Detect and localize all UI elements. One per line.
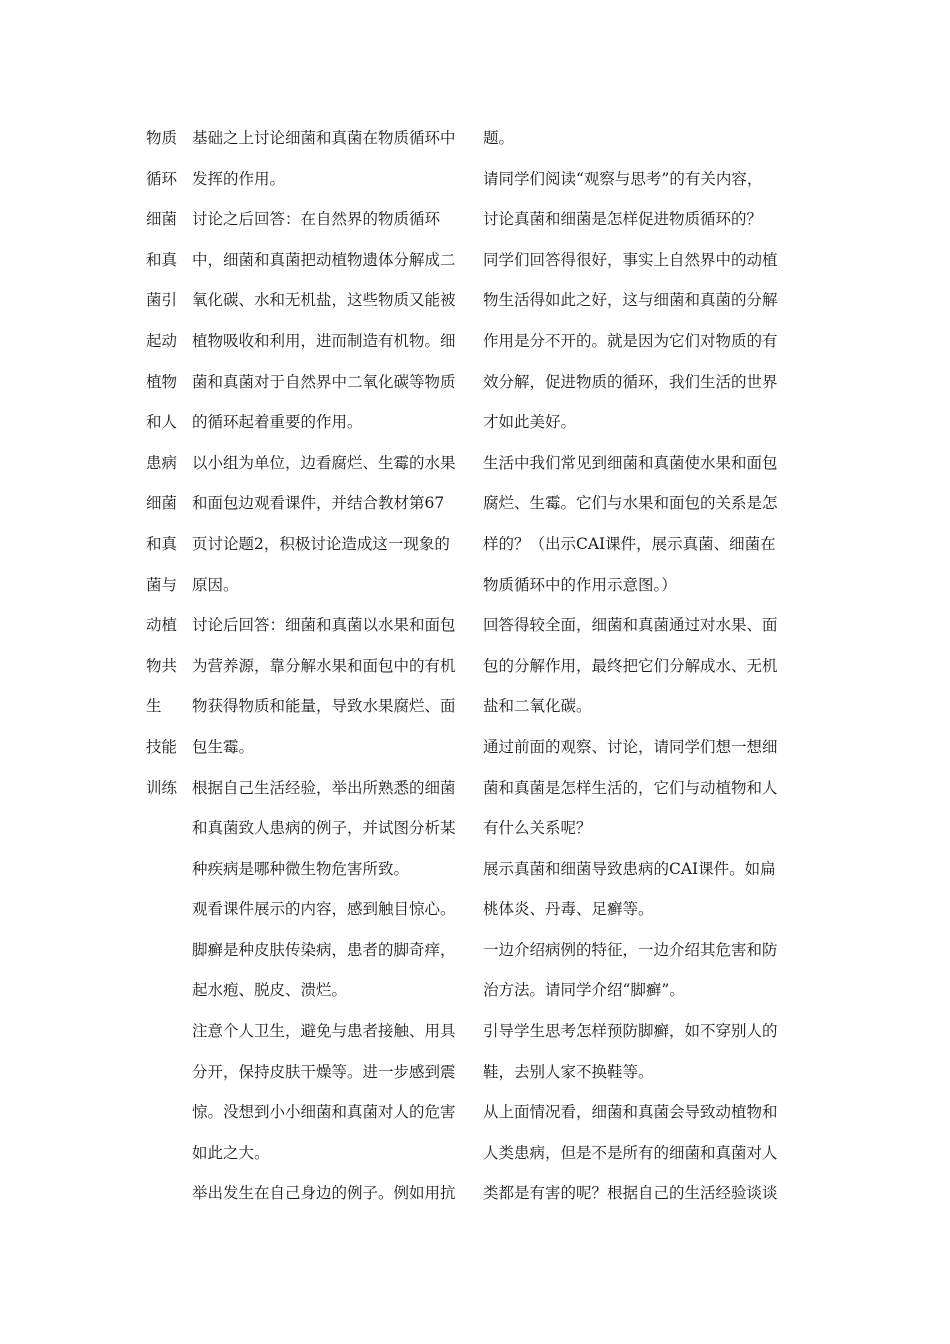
student-line: 如此之大。	[192, 1143, 270, 1162]
teacher-line: 引导学生思考怎样预防脚癣，如不穿别人的	[483, 1022, 778, 1041]
teacher-line: 包的分解作用，最终把它们分解成水、无机	[483, 656, 778, 675]
topic-column	[146, 118, 190, 808]
teacher-line: 请同学们阅读“观察与思考”的有关内容，	[483, 169, 763, 188]
topic-line: 物共	[146, 656, 178, 675]
student-line: 页讨论题2，积极讨论造成这一现象的	[192, 534, 450, 553]
topic-line: 和真	[146, 250, 178, 269]
teacher-line: 腐烂、生霉。它们与水果和面包的关系是怎	[483, 494, 778, 513]
student-line: 中，细菌和真菌把动植物遗体分解成二	[192, 250, 456, 269]
student-line: 注意个人卫生，避免与患者接触、用具	[192, 1022, 456, 1041]
student-line: 为营养源，靠分解水果和面包中的有机	[192, 656, 456, 675]
teacher-line: 生活中我们常见到细菌和真菌使水果和面包	[483, 453, 778, 472]
student-line: 举出发生在自己身边的例子。例如用抗	[192, 1184, 456, 1203]
student-line: 包生霉。	[192, 737, 255, 756]
topic-line: 训练	[146, 778, 178, 797]
topic-line: 菌引	[146, 291, 178, 310]
student-line: 菌和真菌对于自然界中二氧化碳等物质	[192, 372, 456, 391]
topic-line: 技能	[146, 737, 178, 756]
topic-line: 生	[146, 697, 162, 716]
teacher-line: 类都是有害的呢？根据自己的生活经验谈谈	[483, 1184, 778, 1203]
student-line: 脚癣是种皮肤传染病，患者的脚奇痒，	[192, 940, 456, 959]
student-line: 氧化碳、水和无机盐，这些物质又能被	[192, 291, 456, 310]
student-line: 根据自己生活经验，举出所熟悉的细菌	[192, 778, 456, 797]
student-line: 发挥的作用。	[192, 169, 286, 188]
teacher-activity-column	[483, 118, 813, 1214]
teacher-line: 菌和真菌是怎样生活的，它们与动植物和人	[483, 778, 778, 797]
topic-line: 植物	[146, 372, 178, 391]
teacher-line: 治方法。请同学介绍“脚癣”。	[483, 981, 685, 1000]
teacher-line: 有什么关系呢？	[483, 819, 592, 838]
teacher-line: 展示真菌和细菌导致患病的CAI课件。如扁	[483, 859, 776, 878]
topic-line: 菌与	[146, 575, 178, 594]
teacher-line: 通过前面的观察、讨论，请同学们想一想细	[483, 737, 778, 756]
student-line: 和面包边观看课件，并结合教材第67	[192, 494, 445, 513]
student-line: 起水疱、脱皮、溃烂。	[192, 981, 348, 1000]
teacher-line: 样的？（出示CAI课件，展示真菌、细菌在	[483, 534, 776, 553]
teacher-line: 物质循环中的作用示意图。）	[483, 575, 677, 594]
teacher-line: 物生活得如此之好，这与细菌和真菌的分解	[483, 291, 778, 310]
topic-line: 循环	[146, 169, 178, 188]
teacher-line: 作用是分不开的。就是因为它们对物质的有	[483, 331, 778, 350]
student-line: 和真菌致人患病的例子，并试图分析某	[192, 819, 456, 838]
teacher-line: 效分解，促进物质的循环，我们生活的世界	[483, 372, 778, 391]
topic-line: 动植	[146, 616, 178, 635]
student-line: 讨论后回答：细菌和真菌以水果和面包	[192, 616, 456, 635]
teacher-line: 讨论真菌和细菌是怎样促进物质循环的？	[483, 210, 763, 229]
teacher-line: 从上面情况看，细菌和真菌会导致动植物和	[483, 1103, 778, 1122]
teacher-line: 盐和二氧化碳。	[483, 697, 592, 716]
student-line: 物获得物质和能量，导致水果腐烂、面	[192, 697, 456, 716]
topic-line: 起动	[146, 331, 178, 350]
student-line: 的循环起着重要的作用。	[192, 413, 363, 432]
student-line: 分开，保持皮肤干燥等。进一步感到震	[192, 1062, 456, 1081]
teacher-line: 同学们回答得很好，事实上自然界中的动植	[483, 250, 778, 269]
teacher-line: 桃体炎、丹毒、足癣等。	[483, 900, 654, 919]
student-line: 原因。	[192, 575, 239, 594]
student-line: 讨论之后回答：在自然界的物质循环	[192, 210, 441, 229]
topic-line: 和人	[146, 413, 178, 432]
teacher-line: 题。	[483, 129, 515, 147]
topic-line: 细菌	[146, 210, 178, 229]
student-line: 植物吸收和利用，进而制造有机物。细	[192, 331, 456, 350]
teacher-line: 才如此美好。	[483, 413, 577, 432]
student-line: 基础之上讨论细菌和真菌在物质循环中	[192, 129, 456, 147]
topic-line: 细菌	[146, 494, 178, 513]
teacher-line: 鞋，去别人家不换鞋等。	[483, 1062, 654, 1081]
student-line: 观看课件展示的内容，感到触目惊心。	[192, 900, 456, 919]
student-line: 以小组为单位，边看腐烂、生霉的水果	[192, 453, 456, 472]
topic-line: 和真	[146, 534, 178, 553]
teacher-line: 回答得较全面，细菌和真菌通过对水果、面	[483, 616, 778, 635]
student-line: 种疾病是哪种微生物危害所致。	[192, 859, 410, 878]
teacher-line: 一边介绍病例的特征，一边介绍其危害和防	[483, 940, 778, 959]
student-activity-column	[192, 118, 482, 1214]
topic-line: 患病	[146, 453, 178, 472]
student-line: 惊。没想到小小细菌和真菌对人的危害	[192, 1103, 456, 1122]
teacher-line: 人类患病，但是不是所有的细菌和真菌对人	[483, 1143, 778, 1162]
topic-line: 物质	[146, 129, 178, 147]
